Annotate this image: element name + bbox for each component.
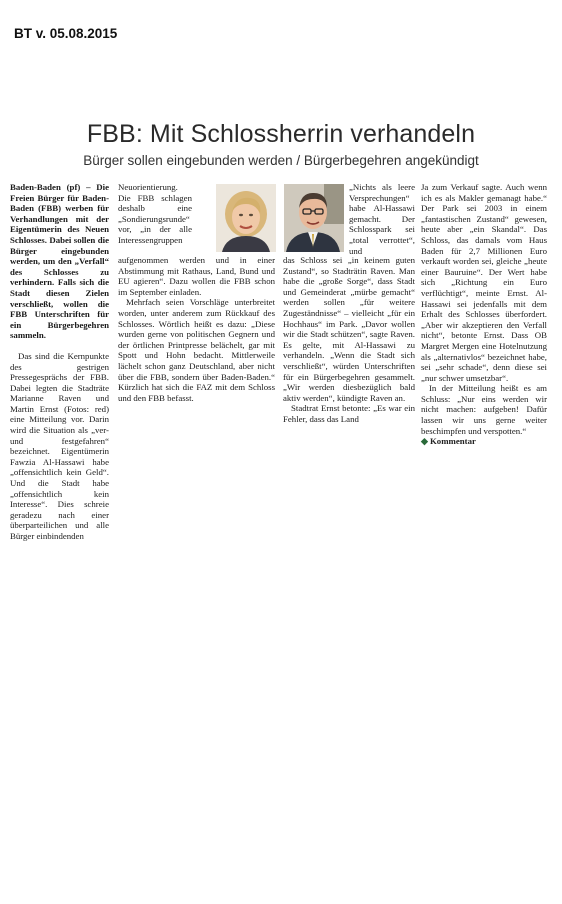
body-paragraph: In der Mitteilung heißt es am Schluss: „Nur eins werden wir nicht machen: aufgeben! Dafür lassen wir uns gerne weiter beschimpfen und verspotten.“ (421, 383, 547, 436)
body-paragraph: Neuorientierung. Die FBB schlagen deshalb eine „Sondierungsrunde“ vor, „in der alle Interessengruppen (118, 182, 192, 245)
body-paragraph: Das sind die Kernpunkte des gestrigen Pressegesprächs der FBB. Dabei legten die Stadträte Marianne Raven und Martin Ernst (Fotos: red) eine Mitteilung vor. Darin wird die Situation als „ver- und festgefahren“ bezeichnet. Eigentümerin Fawzia Al-Hassawi habe „offensichtlich kein Geld“. Und die Stadt habe „offensichtlich kein Interesse“. Dies schreie geradezu nach einer überparteilichen und alle Bürger einbindenden (10, 350, 109, 541)
photo-marianne-raven (216, 184, 276, 252)
body-paragraph: aufgenommen werden und in einer Abstimmung mit Rathaus, Land, Bund und EU agieren“. Dazu wollen die FBB schon im September einladen. (118, 255, 275, 297)
article-column-4 (421, 182, 547, 447)
body-paragraph: das Schloss sei „in keinem guten Zustand“, so Stadträtin Raven. Man habe die „große Sorge“, dass Stadt und Gemeinderat „mürbe gemacht“ werden sollen „für weitere Zugeständnisse“ – vielleicht „für ein Hochhaus“ im Park. „Davor wollen wir die Stadt schützen“, sagte Raven. Es gelte, mit Al-Hassawi zu verhandeln. „Wenn die Stadt sich verschließt“, würden Unterschriften für ein Bürgerbegehren gesammelt. „Wir werden diesbezüglich bald aktiv werden“, kündigte Raven an. (283, 255, 415, 403)
headline: FBB: Mit Schlossherrin verhandeln (86, 120, 476, 148)
lead-paragraph: Baden-Baden (pf) – Die Freien Bürger für Baden-Baden (FBB) werben für Verhandlungen mit der Eigentümerin des Neuen Schlosses. Dabei sollen die Bürger eingebunden werden, um den „Verfall“ des Schlosses zu verhindern. Falls sich die Stadt diesen Zielen verschließt, wollen die FBB Unterschriften für ein Bürgerbegehren sammeln. (10, 182, 109, 341)
article-column-1 (10, 182, 109, 542)
body-paragraph: Mehrfach seien Vorschläge unterbreitet worden, unter anderem zum Rückkauf des Schlosses. Wörtlich heißt es dazu: „Diese wurden gerne von politischen Gegnern und der örtlichen Printpresse belächelt, gar mit Spott und Hohn bedacht. Mittlerweile lächelt schon ganz Deutschland, aber nicht über die FBB, sondern über Baden-Baden.“ Kürzlich hat sich die FAZ mit dem Schloss und den FBB befasst. (118, 297, 275, 403)
source-line: BT v. 05.08.2015 (14, 26, 118, 41)
body-paragraph: Ja zum Verkauf sagte. Auch wenn ich es als Makler gemanagt habe.“ Der Park sei 2003 in einem „fantastischen Zustand“ gewesen, heute aber „ein Skandal“. Das Schloss, das damals vom Haus Baden für 2,7 Millionen Euro verkauft worden sei, gleiche „heute einer Bauruine“. Der Wert habe sich „Richtung ein Euro verflüchtigt“, meinte Ernst. Al-Hassawi sei jedenfalls mit dem Erhalt des Schlosses überfordert. „Aber wir akzeptieren den Verfall nicht“, betonte Ernst. Dass OB Margret Mergen eine Hotelnutzung als „alternativlos“ bezeichnet habe, sei „sehr schade“, denn diese sei „nur schwer umsetzbar“. (421, 182, 547, 383)
photo-martin-ernst (284, 184, 344, 252)
kommentar-label: Kommentar (429, 436, 476, 447)
article-column-3-body (283, 255, 415, 425)
diamond-icon: ◆ (421, 436, 428, 447)
kommentar-link[interactable] (421, 436, 547, 447)
portrait-woman-icon (216, 184, 276, 252)
subheadline: Bürger sollen eingebunden werden / Bürgerbegehren angekündigt (83, 153, 479, 168)
article-column-3-top (349, 182, 415, 256)
article-column-2-top (118, 182, 192, 246)
article-column-2-body (118, 255, 275, 403)
body-paragraph: Stadtrat Ernst betonte: „Es war ein Fehler, dass das Land (283, 403, 415, 424)
body-paragraph: „Nichts als leere Versprechungen“ habe Al-Hassawi gemacht. Der Schlosspark sei „total verrottet“, und (349, 182, 415, 256)
portrait-man-icon (284, 184, 344, 252)
